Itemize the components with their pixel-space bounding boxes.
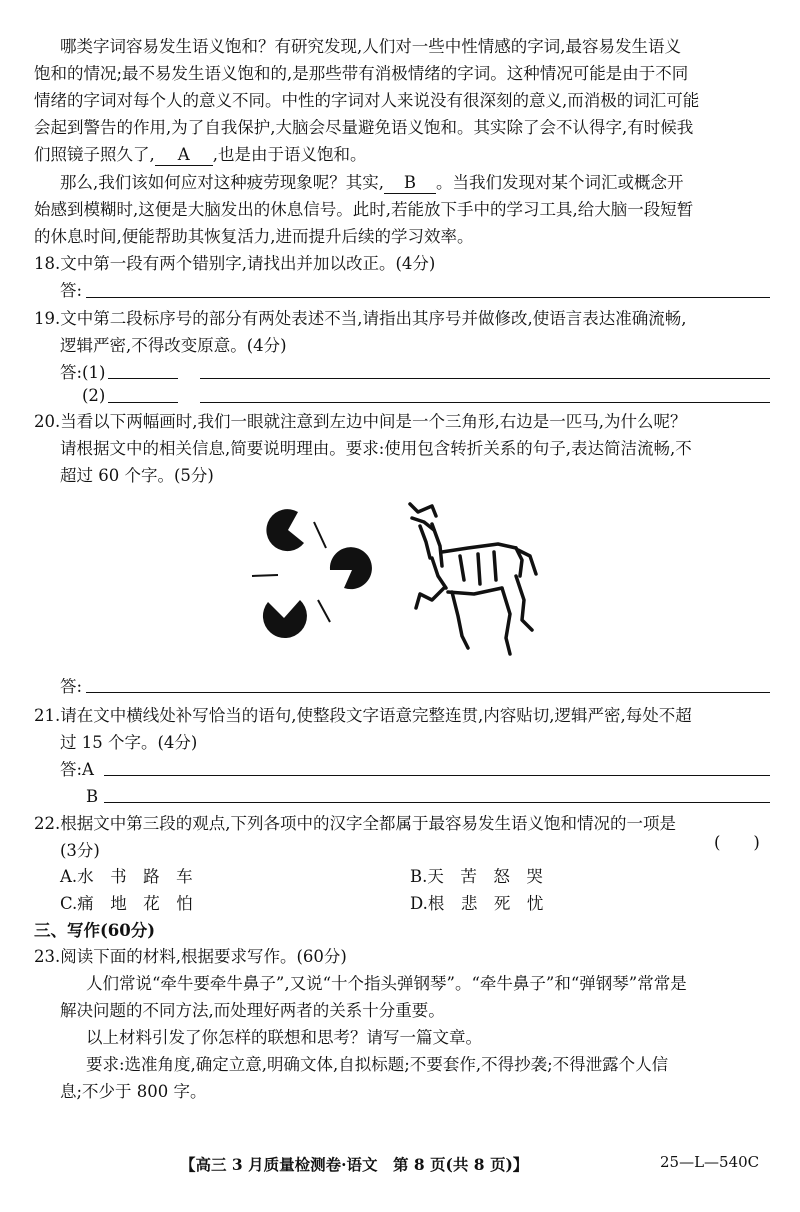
q21-answer-label-a: 答:A <box>60 760 94 779</box>
horse-head-stroke <box>410 504 436 516</box>
q18-answer-line[interactable] <box>86 297 770 298</box>
q21-answer-label-b: B <box>86 787 99 806</box>
fragment-line-3 <box>318 600 330 622</box>
q20-line-3: 超过 60 个字。(5分) <box>60 466 214 485</box>
q21-answer-b-line[interactable] <box>104 802 770 803</box>
passage-p2-first-pre: 那么,我们该如何应对这种疲劳现象呢？其实, <box>60 173 384 192</box>
q22-option-a[interactable]: A.水 书 路 车 <box>60 867 193 886</box>
footer-title: 【高三 3 月质量检测卷·语文 第 8 页(共 8 页)】 <box>180 1155 529 1174</box>
q20-line-2: 请根据文中的相关信息,简要说明理由。要求:使用包含转折关系的句子,表达简洁流畅,不 <box>60 439 692 458</box>
horse-front-leg-raised <box>416 588 444 608</box>
footer-code: 25—L—540C <box>660 1153 760 1171</box>
passage-p2-line-2: 始感到模糊时,这便是大脑发出的休息信号。此时,若能放下手中的学习工具,给大脑一段短暂 <box>34 200 694 219</box>
q19-answer-2-number-line[interactable] <box>108 402 178 403</box>
q22-option-d[interactable]: D.根 悲 死 忧 <box>410 894 544 913</box>
q22-option-c[interactable]: C.痛 地 花 怕 <box>60 894 193 913</box>
passage-p2-first-post: 。当我们发现对某个词汇或概念开 <box>436 173 684 192</box>
q23-material-1: 人们常说“牵牛要牵牛鼻子”,又说“十个指头弹钢琴”。“牵牛鼻子”和“弹钢琴”常常是 <box>86 974 687 993</box>
passage-p1-last-post: ,也是由于语义饱和。 <box>212 145 367 164</box>
q19-answer-1-number-line[interactable] <box>108 378 178 379</box>
q23-material-2: 解决问题的不同方法,而处理好两者的关系十分重要。 <box>60 1001 445 1020</box>
q20-answer-line[interactable] <box>86 692 770 693</box>
q23-material-3: 以上材料引发了你怎样的联想和思考？请写一篇文章。 <box>86 1028 482 1047</box>
q22-line-1: 22.根据文中第三段的观点,下列各项中的汉字全都属于最容易发生语义饱和情况的一项是 <box>34 814 676 833</box>
pacman-top <box>266 509 304 551</box>
q21-line-2: 过 15 个字。(4分) <box>60 733 198 752</box>
pacman-bottom <box>263 600 307 638</box>
passage-p1-line-5 <box>34 144 367 166</box>
blank-b: B <box>384 173 436 194</box>
q20-answer-label: 答: <box>60 677 83 696</box>
passage-p1-line-3: 情绪的字词对每个人的意义不同。中性的字词对人来说没有很深刻的意义,而消极的词汇可能 <box>34 91 700 110</box>
passage-p1-line-1: 哪类字词容易发生语义饱和？有研究发现,人们对一些中性情感的字词,最容易发生语义 <box>60 37 681 56</box>
section-3-heading: 三、写作(60分) <box>34 921 156 940</box>
q22-option-b[interactable]: B.天 苦 怒 哭 <box>410 867 543 886</box>
q19-line-2: 逻辑严密,不得改变原意。(4分) <box>60 336 287 355</box>
horse-throat-stroke <box>420 526 430 558</box>
q19-answer-1-text-line[interactable] <box>200 378 770 379</box>
q20-line-1: 20.当看以下两幅画时,我们一眼就注意到左边中间是一个三角形,右边是一匹马,为什么呢？ <box>34 412 687 431</box>
blank-a: A <box>155 145 213 166</box>
q21-line-1: 21.请在文中横线处补写恰当的语句,使整段文字语意完整连贯,内容贴切,逻辑严密,每处不超 <box>34 706 692 725</box>
q21-answer-a-line[interactable] <box>104 775 770 776</box>
q23-requirement-2: 息;不少于 800 字。 <box>60 1082 207 1101</box>
passage-p2-line-1 <box>60 172 684 194</box>
q22-answer-paren[interactable]: ( ) <box>714 833 760 852</box>
kanizsa-triangle-figure <box>248 500 388 650</box>
passage-p1-line-2: 饱和的情况;最不易发生语义饱和的,是那些带有消极情绪的字词。这种情况可能是由于不同 <box>34 64 689 83</box>
q23-requirement-1: 要求:选准角度,确定立意,明确文体,自拟标题;不要套作,不得抄袭;不得泄露个人信 <box>86 1055 669 1074</box>
horse-inner-stroke-3 <box>494 552 496 580</box>
q19-line-1: 19.文中第二段标序号的部分有两处表述不当,请指出其序号并做修改,使语言表达准确流畅, <box>34 309 687 328</box>
passage-p1-line-4: 会起到警告的作用,为了自我保护,大脑会尽量避免语义饱和。其实除了会不认得字,有时候我 <box>34 118 694 137</box>
q18-answer-label: 答: <box>60 281 83 300</box>
fragment-line-2 <box>252 575 278 576</box>
q18-text: 18.文中第一段有两个错别字,请找出并加以改正。(4分) <box>34 254 436 273</box>
page-footer <box>0 1153 800 1177</box>
pacman-right <box>330 547 372 589</box>
horse-inner-stroke-1 <box>460 556 464 580</box>
passage-p2-line-3: 的休息时间,便能帮助其恢复活力,进而提升后续的学习效率。 <box>34 227 474 246</box>
horse-front-leg <box>452 592 468 648</box>
q22-score: (3分) <box>60 841 100 860</box>
horse-back-stroke <box>442 544 516 552</box>
q19-answer-label-2: (2) <box>82 386 106 405</box>
q19-answer-label-1: 答:(1) <box>60 363 106 382</box>
fragment-line-1 <box>314 522 326 548</box>
horse-belly-stroke <box>448 588 502 594</box>
horse-figure <box>398 496 548 661</box>
q23-line-1: 23.阅读下面的材料,根据要求写作。(60分) <box>34 947 347 966</box>
q19-answer-2-text-line[interactable] <box>200 402 770 403</box>
passage-p1-last-pre: 们照镜子照久了, <box>34 145 155 164</box>
horse-hind-leg-2 <box>516 576 532 630</box>
horse-chest-stroke <box>432 558 446 588</box>
horse-inner-stroke-2 <box>478 554 480 584</box>
horse-hind-leg-1 <box>502 588 510 654</box>
